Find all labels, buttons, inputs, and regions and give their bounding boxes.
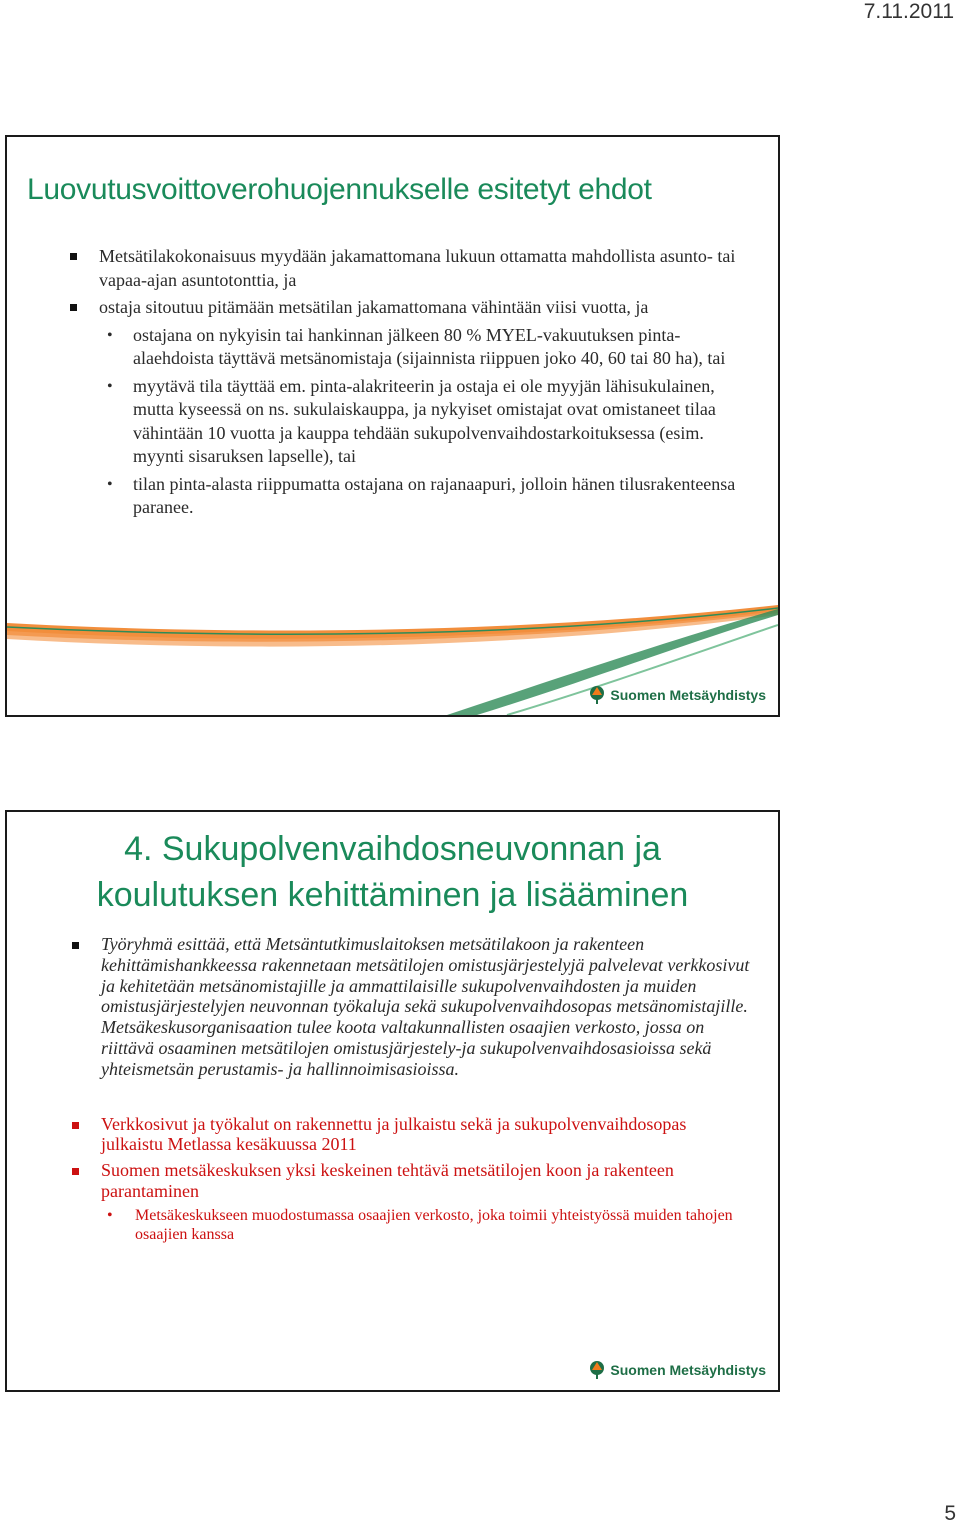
dot-bullet-icon: • bbox=[107, 475, 113, 493]
bullet-text: ostaja sitoutuu pitämään metsätilan jakamattomana vähintään viisi vuotta, ja bbox=[99, 297, 649, 317]
sub-bullet-text: Metsäkeskukseen muodostumassa osaajien verkosto, joka toimii yhteistyössä muiden tahojen osaajien kanssa bbox=[135, 1206, 733, 1243]
square-bullet-icon bbox=[72, 1122, 79, 1129]
slide-2 bbox=[5, 810, 780, 1392]
bullet-text-continuation: Metsäkeskusorganisaation tulee koota valtakunnallisten osaajien verkosto, jossa on riittävä osaaminen metsätilojen omistusjärjestely-ja sukupolvenvaihdosasioissa sekä yhteismetsän perustamis- ja hallinnoimisasioissa. bbox=[101, 1017, 712, 1079]
logo-text: Suomen Metsäyhdistys bbox=[610, 1362, 766, 1378]
sub-list-item bbox=[101, 1206, 751, 1244]
list-item bbox=[71, 934, 751, 1080]
tree-logo-icon bbox=[588, 685, 606, 705]
page-number: 5 bbox=[944, 1502, 956, 1525]
dot-bullet-icon: • bbox=[107, 326, 113, 344]
slide-2-title-line-1: 4. Sukupolvenvaihdosneuvonnan ja bbox=[124, 830, 661, 868]
square-bullet-icon bbox=[70, 304, 77, 311]
square-bullet-icon bbox=[72, 1168, 79, 1175]
logo-text: Suomen Metsäyhdistys bbox=[610, 687, 766, 703]
sub-bullet-list bbox=[101, 1206, 751, 1244]
square-bullet-icon bbox=[72, 942, 79, 949]
slide-2-title-line-2: koulutuksen kehittäminen ja lisääminen bbox=[96, 876, 689, 914]
slide-2-title bbox=[7, 826, 778, 918]
sub-bullet-list bbox=[99, 324, 759, 520]
bullet-text: Metsätilakokonaisuus myydään jakamattomana lukuun ottamatta mahdollista asunto- tai vapaa-ajan asuntotonttia, ja bbox=[99, 246, 736, 290]
list-item bbox=[71, 1114, 751, 1156]
slide-1-title: Luovutusvoittoverohuojennukselle esitetyt ehdot bbox=[27, 173, 652, 206]
dot-bullet-icon: • bbox=[107, 1206, 113, 1224]
sub-bullet-text: ostajana on nykyisin tai hankinnan jälkeen 80 % MYEL-vakuutuksen pinta-alaehdoista täyttävä metsänomistaja (sijainnista riippuen joko 40, 60 tai 80 ha), tai bbox=[133, 324, 726, 368]
dot-bullet-icon: • bbox=[107, 377, 113, 395]
slide-1 bbox=[5, 135, 780, 717]
list-item bbox=[71, 1160, 751, 1244]
sub-list-item bbox=[99, 473, 759, 520]
suomen-metsayhdistys-logo bbox=[588, 1360, 766, 1380]
page-date: 7.11.2011 bbox=[863, 0, 954, 23]
sub-list-item bbox=[99, 375, 759, 469]
list-item bbox=[69, 245, 759, 292]
slide-1-bullet-list bbox=[69, 245, 759, 524]
suomen-metsayhdistys-logo bbox=[588, 685, 766, 705]
bullet-text: Verkkosivut ja työkalut on rakennettu ja julkaistu sekä ja sukupolvenvaihdosopas julkaistu Metlassa kesäkuussa 2011 bbox=[101, 1113, 687, 1155]
sub-bullet-text: myytävä tila täyttää em. pinta-alakriteerin ja ostaja ei ole myyjän lähisukulainen, mutta kyseessä on ns. sukulaiskauppa, ja nykyiset omistajat ovat omistaneet tilaa vähintään 10 vuotta ja kauppa tehdään sukupolvenvaihdostarkoituksessa (esim. myynti sisaruksen lapselle), tai bbox=[133, 375, 716, 466]
bullet-text: Suomen metsäkeskuksen yksi keskeinen tehtävä metsätilojen koon ja rakenteen parantaminen bbox=[101, 1160, 674, 1201]
slide-2-bullet-list bbox=[71, 934, 751, 1249]
sub-list-item bbox=[99, 324, 759, 371]
list-item bbox=[69, 296, 759, 520]
square-bullet-icon bbox=[70, 253, 77, 260]
tree-logo-icon bbox=[588, 1360, 606, 1380]
bullet-text: Työryhmä esittää, että Metsäntutkimuslaitoksen metsätilakoon ja rakenteen kehittämishankkeessa rakennetaan metsätilojen omistusjärjestelyjä palvelevat verkkosivut ja kehitetään metsänomistajille ja ammattilaisille sukupolvenvaihdosten ja muiden omistusjärjestelyjen neuvonnan työkaluja sekä sukupolvenvaihdosopas metsänomistajille. bbox=[101, 934, 750, 1017]
sub-bullet-text: tilan pinta-alasta riippumatta ostajana on rajanaapuri, jolloin hänen tilusrakenteensa paranee. bbox=[133, 473, 736, 517]
